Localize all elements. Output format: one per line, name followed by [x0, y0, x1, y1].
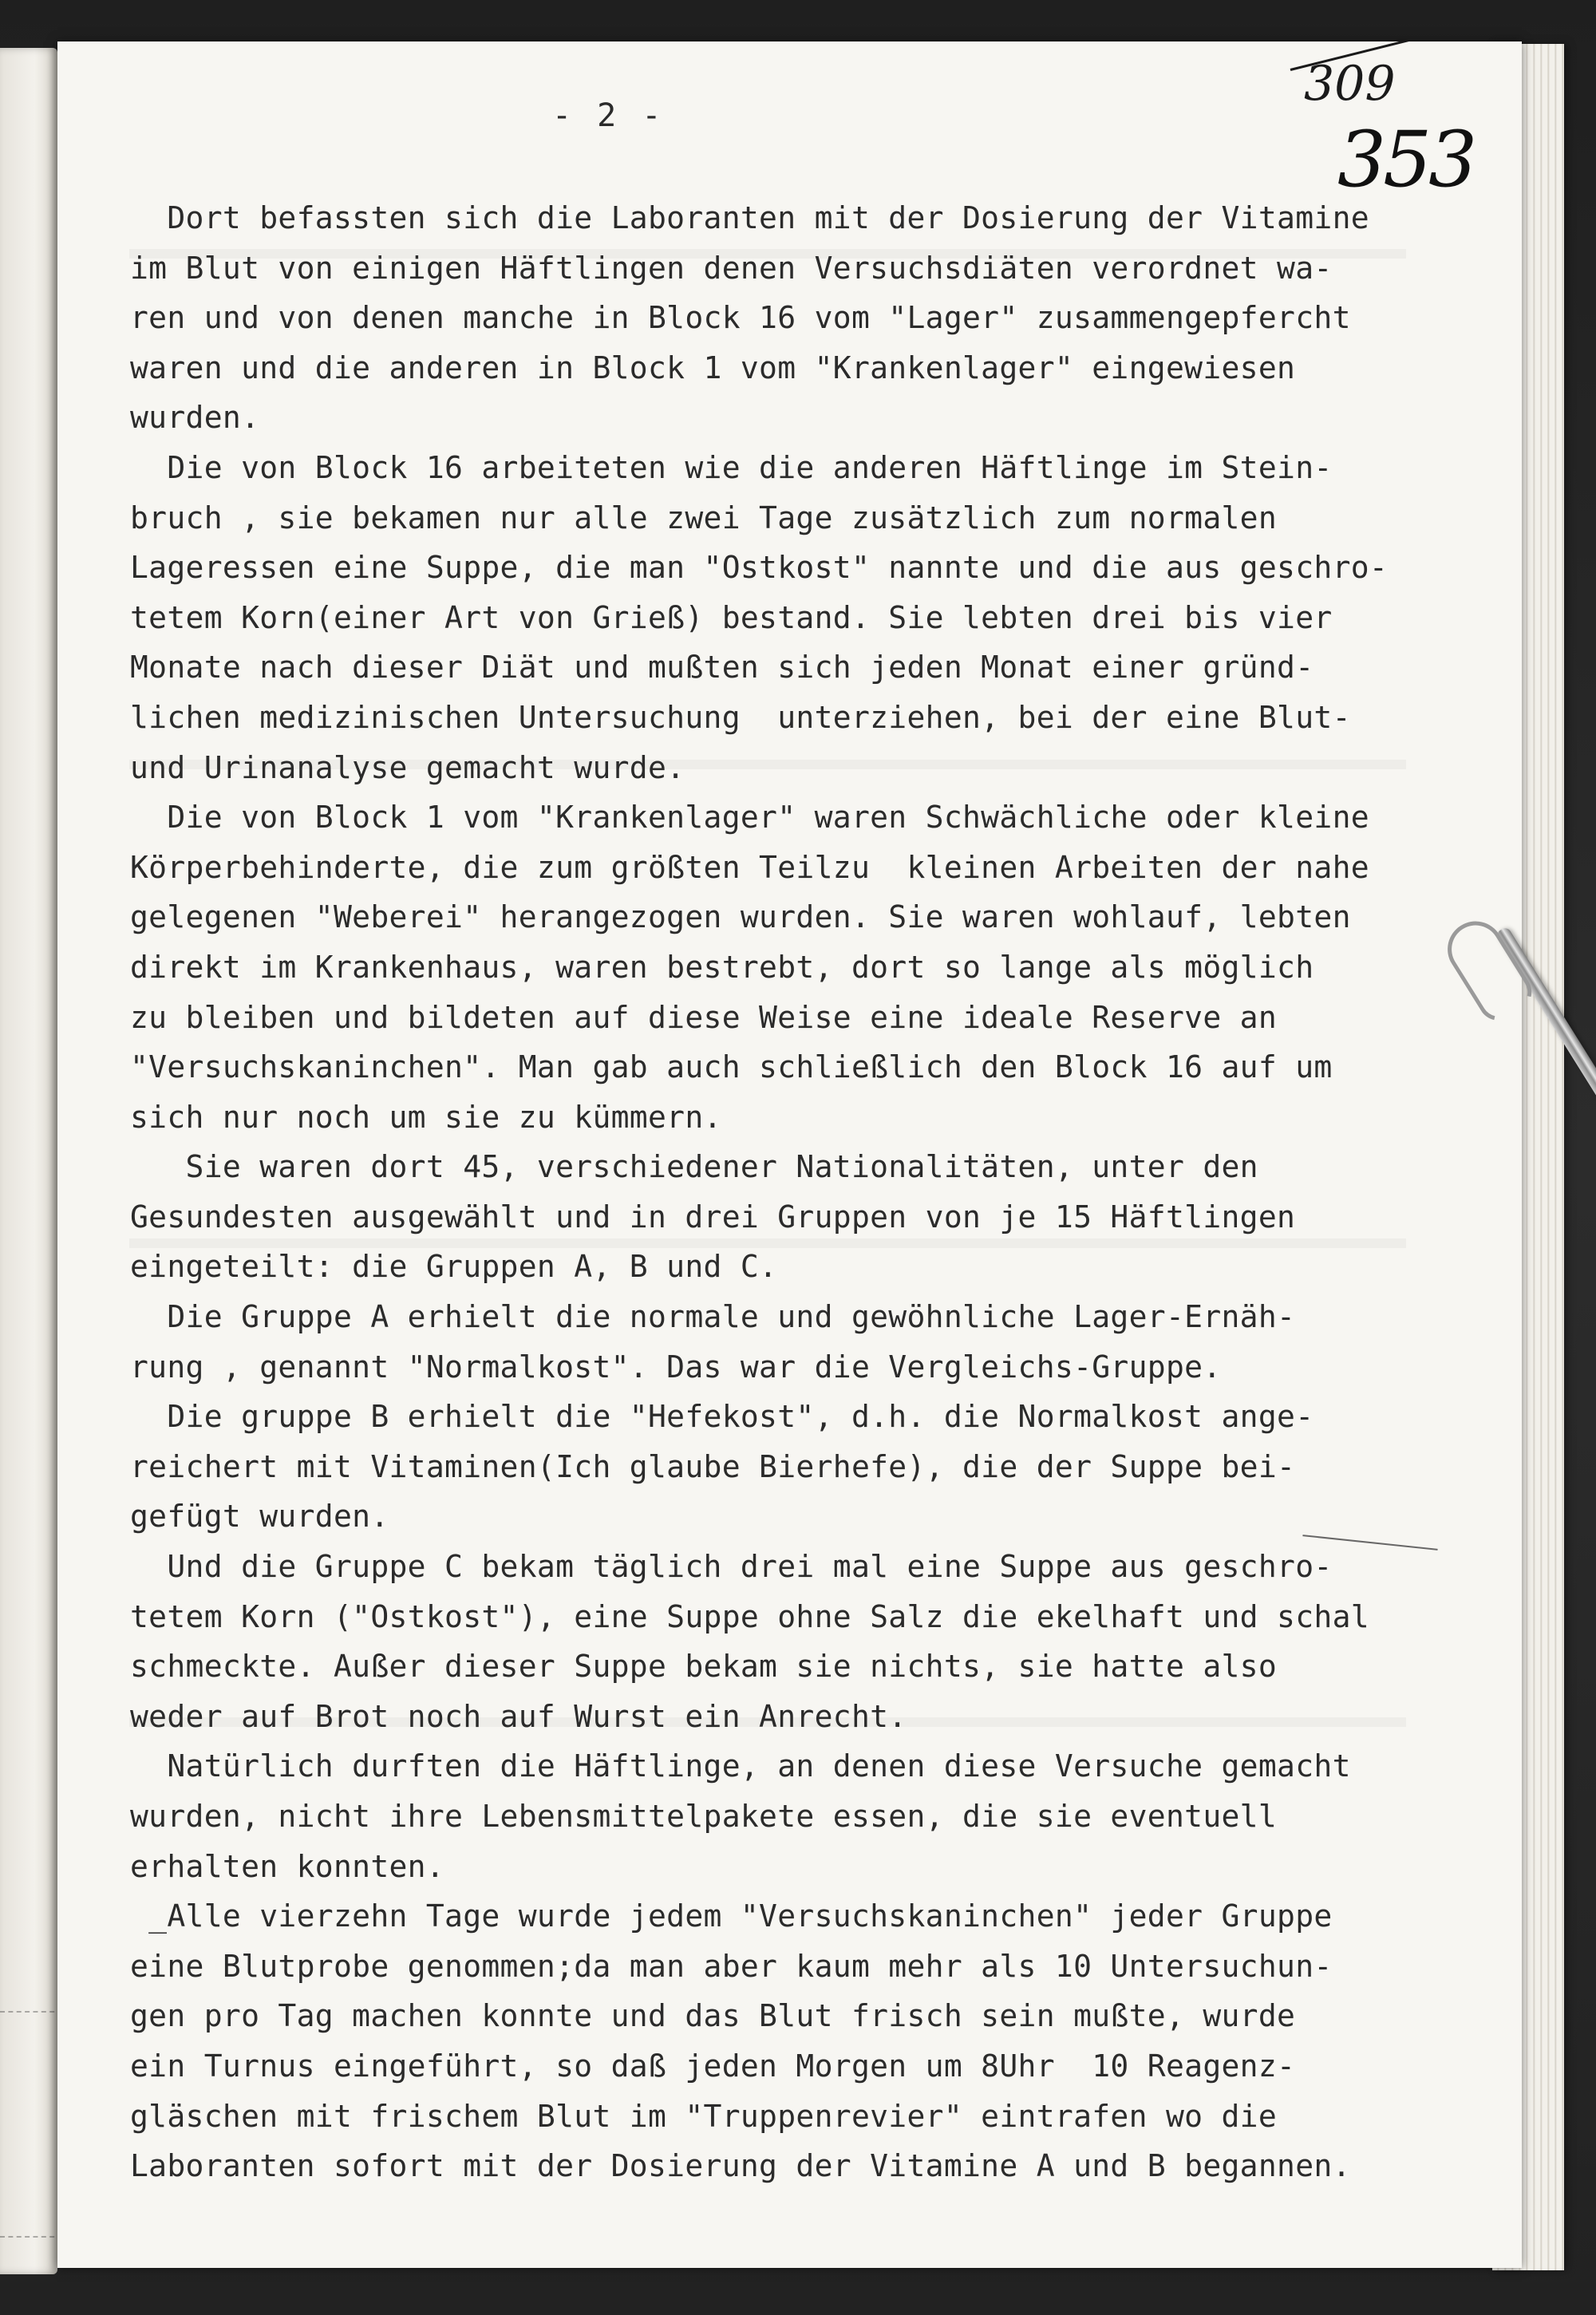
- text-line: tetem Korn ("Ostkost"), eine Suppe ohne Salz die ekelhaft und schal: [130, 1598, 1369, 1634]
- text-line: Sie waren dort 45, verschiedener Nationalitäten, unter den: [130, 1149, 1258, 1185]
- text-line: ren und von denen manche in Block 16 vom "Lager" zusammengepfercht: [130, 300, 1351, 336]
- text-line: ein Turnus eingeführt, so daß jeden Morgen um 8Uhr 10 Reagenz-: [130, 2048, 1296, 2084]
- text-line: Monate nach dieser Diät und mußten sich jeden Monat einer gründ-: [130, 650, 1314, 685]
- page-number: - 2 -: [552, 97, 665, 134]
- text-line: erhalten konnten.: [130, 1848, 445, 1884]
- document-page: [57, 41, 1522, 2268]
- text-line: gläschen mit frischem Blut im "Truppenrevier" eintrafen wo die: [130, 2098, 1278, 2134]
- text-line: Dort befassten sich die Laboranten mit der Dosierung der Vitamine: [130, 200, 1369, 235]
- text-line: gelegenen "Weberei" herangezogen wurden. Sie waren wohlauf, lebten: [130, 899, 1351, 935]
- text-line: und Urinanalyse gemacht wurde.: [130, 749, 685, 785]
- text-line: eine Blutprobe genommen;da man aber kaum mehr als 10 Untersuchun-: [130, 1948, 1333, 1984]
- text-line: Die von Block 16 arbeiteten wie die anderen Häftlinge im Stein-: [130, 449, 1333, 485]
- text-line: waren und die anderen in Block 1 vom "Krankenlager" eingewiesen: [130, 350, 1296, 385]
- text-line: Gesundesten ausgewählt und in drei Gruppen von je 15 Häftlingen: [130, 1199, 1296, 1235]
- text-line: _Alle vierzehn Tage wurde jedem "Versuchskaninchen" jeder Gruppe: [130, 1898, 1333, 1934]
- text-line: Natürlich durften die Häftlinge, an denen diese Versuche gemacht: [130, 1748, 1351, 1784]
- text-line: wurden, nicht ihre Lebensmittelpakete essen, die sie eventuell: [130, 1799, 1278, 1834]
- text-line: "Versuchskaninchen". Man gab auch schließlich den Block 16 auf um: [130, 1049, 1333, 1085]
- text-line: Und die Gruppe C bekam täglich drei mal eine Suppe aus geschro-: [130, 1549, 1333, 1585]
- text-line: tetem Korn(einer Art von Grieß) bestand. Sie lebten drei bis vier: [130, 599, 1333, 635]
- text-line: schmeckte. Außer dieser Suppe bekam sie nichts, sie hatte also: [130, 1649, 1278, 1685]
- text-line: gefügt wurden.: [130, 1499, 389, 1535]
- typewritten-body: [130, 193, 1519, 2191]
- text-line: weder auf Brot noch auf Wurst ein Anrecht.: [130, 1698, 907, 1734]
- text-line: lichen medizinischen Untersuchung unterziehen, bei der eine Blut-: [130, 699, 1351, 735]
- text-line: im Blut von einigen Häftlingen denen Versuchsdiäten verordnet wa-: [130, 250, 1333, 286]
- text-line: bruch , sie bekamen nur alle zwei Tage zusätzlich zum normalen: [130, 500, 1278, 535]
- text-line: gen pro Tag machen konnte und das Blut frisch sein mußte, wurde: [130, 1998, 1296, 2034]
- text-line: Die gruppe B erhielt die "Hefekost", d.h. die Normalkost ange-: [130, 1399, 1314, 1435]
- previous-page-edge: [0, 48, 57, 2274]
- archive-number-old: 309: [1304, 56, 1396, 112]
- text-line: zu bleiben und bildeten auf diese Weise eine ideale Reserve an: [130, 999, 1278, 1035]
- text-line: eingeteilt: die Gruppen A, B und C.: [130, 1249, 778, 1285]
- archive-number-new: 353: [1337, 115, 1475, 204]
- text-line: rung , genannt "Normalkost". Das war die Vergleichs-Gruppe.: [130, 1349, 1222, 1385]
- text-line: wurden.: [130, 400, 260, 436]
- text-line: Lageressen eine Suppe, die man "Ostkost" nannte und die aus geschro-: [130, 550, 1389, 586]
- text-line: Die Gruppe A erhielt die normale und gewöhnliche Lager-Ernäh-: [130, 1299, 1296, 1335]
- text-line: sich nur noch um sie zu kümmern.: [130, 1099, 722, 1135]
- text-line: reichert mit Vitaminen(Ich glaube Bierhefe), die der Suppe bei-: [130, 1448, 1296, 1484]
- text-line: direkt im Krankenhaus, waren bestrebt, dort so lange als möglich: [130, 949, 1314, 985]
- text-line: Laboranten sofort mit der Dosierung der Vitamine A und B begannen.: [130, 2148, 1351, 2184]
- text-line: Die von Block 1 vom "Krankenlager" waren Schwächliche oder kleine: [130, 800, 1369, 836]
- text-line: Körperbehinderte, die zum größten Teilzu kleinen Arbeiten der nahe: [130, 849, 1369, 885]
